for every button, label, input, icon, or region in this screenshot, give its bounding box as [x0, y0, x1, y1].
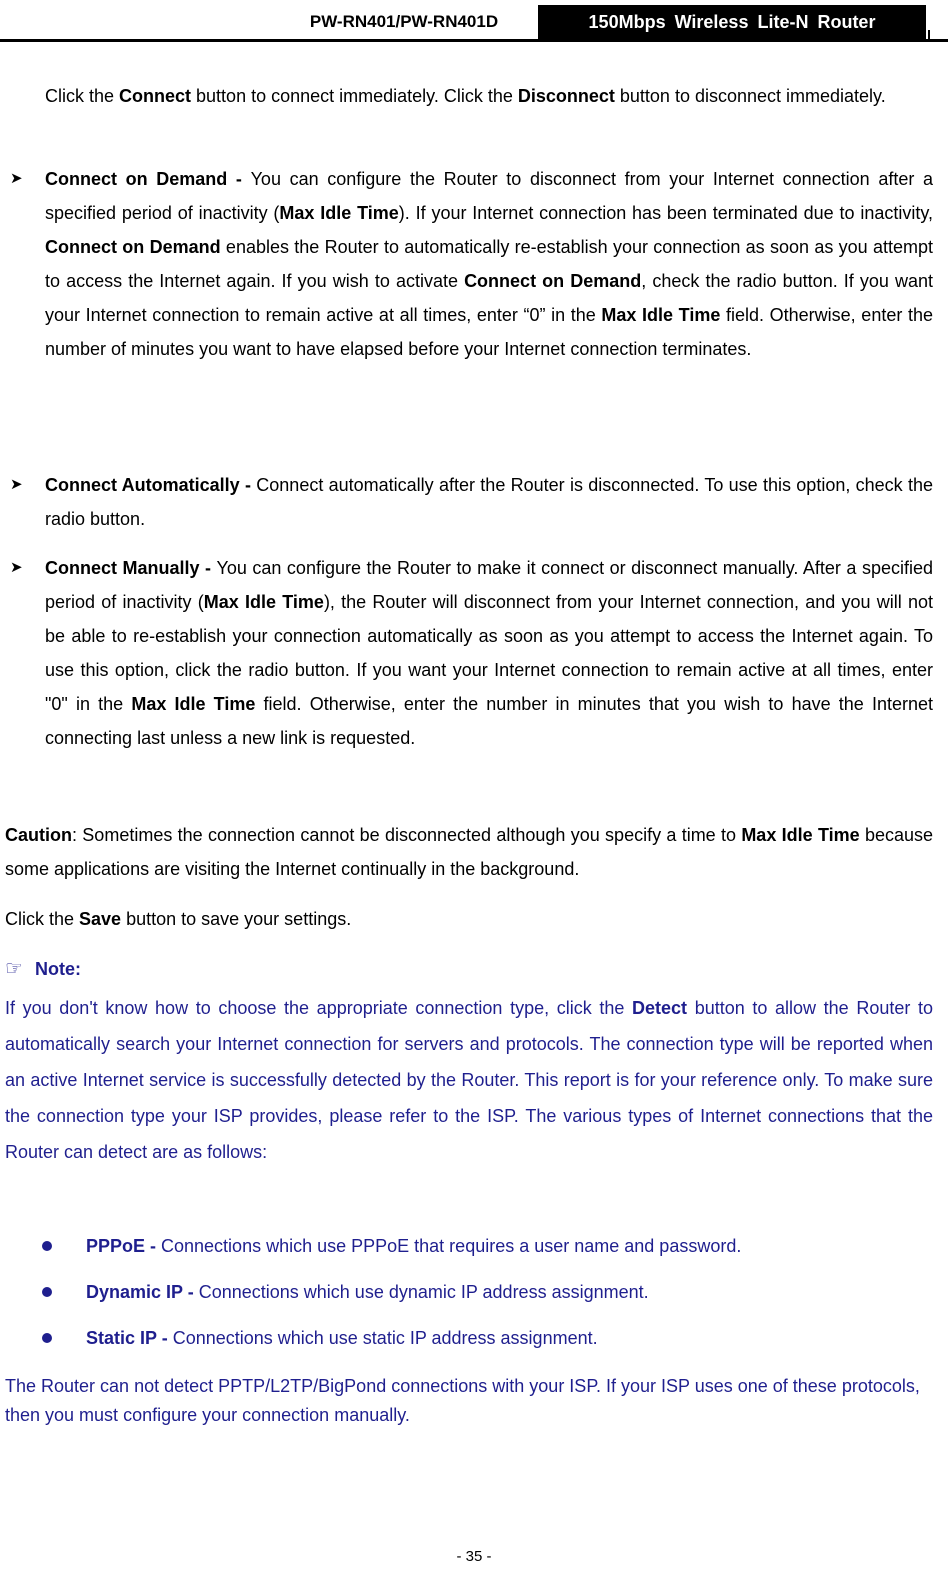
text: ). If your Internet connection has been terminated due to inactivity,	[398, 203, 934, 223]
text: Connections which use dynamic IP address assignment.	[198, 1282, 649, 1302]
bold-term: Detect	[632, 998, 688, 1018]
text: ), the Router will disconnect from your Internet connection, and you will not be able to re-establish your connection automatically as soon as you attempt to access the Internet again. To use this option, click the radio button. If you want your Internet connection to remain active at all times, enter "0" in the	[45, 592, 933, 714]
text: You can configure the Router to disconnect from your Internet connection after a specified period of inactivity (	[45, 169, 933, 223]
bold-term: Connect Manually -	[45, 558, 217, 578]
arrow-bullet-icon: ➤	[10, 476, 23, 493]
text: button to connect immediately. Click the	[191, 86, 518, 106]
text: If you don't know how to choose the appropriate connection type, click the	[5, 998, 633, 1018]
bold-term: PPPoE -	[86, 1236, 162, 1256]
bold-term: Connect on Demand -	[45, 169, 251, 189]
text: , check the radio button. If you want your Internet connection to remain active at all times, enter “0” in the	[45, 271, 933, 325]
bold-term: Static IP -	[86, 1328, 173, 1348]
header-rule	[0, 39, 948, 42]
page-header	[0, 0, 948, 44]
header-model: PW-RN401/PW-RN401D	[309, 12, 499, 31]
text: Connections which use static IP address assignment.	[172, 1328, 598, 1348]
text: enables the Router to automatically re-establish your connection as soon as you attempt to access the Internet again. If you wish to activate	[45, 237, 933, 291]
bold-term: Disconnect	[517, 86, 615, 106]
bold-term: Max Idle Time	[203, 592, 324, 612]
text: because some applications are visiting the Internet continually in the background.	[5, 825, 933, 879]
connect-on-demand-paragraph	[45, 162, 933, 366]
caution-paragraph	[5, 818, 933, 886]
hand-pointer-icon: ☞	[5, 958, 23, 980]
header-tick	[928, 30, 930, 40]
bold-term: Caution	[5, 825, 72, 845]
connect-automatically-paragraph	[45, 468, 933, 536]
text: button to disconnect immediately.	[614, 86, 886, 106]
text: You can configure the Router to make it connect or disconnect manually. After a specified period of inactivity (	[45, 558, 933, 612]
bold-term: Max Idle Time	[279, 203, 399, 223]
bold-term: Connect Automatically -	[45, 475, 257, 495]
connect-disconnect-paragraph	[45, 79, 933, 113]
page-number: - 35 -	[456, 1548, 492, 1565]
closing-paragraph: The Router can not detect PPTP/L2TP/BigPond connections with your ISP. If your ISP uses one of these protocols, then you must configure your connection manually.	[5, 1376, 920, 1425]
note-heading	[5, 954, 81, 984]
list-item	[86, 1277, 649, 1307]
bold-term: Save	[79, 909, 122, 929]
arrow-bullet-icon: ➤	[10, 559, 23, 576]
bold-term: Connect on Demand	[45, 237, 221, 257]
list-item	[86, 1323, 598, 1353]
bullet-dot-icon	[42, 1241, 52, 1251]
text: Click the	[5, 909, 80, 929]
text: Click the	[45, 86, 120, 106]
note-label: Note:	[35, 959, 81, 979]
text: button to allow the Router to automatically search your Internet connection for servers and protocols. The connection type will be reported when an active Internet service is successfully detected by the Router. This report is for your reference only. To make sure the connection type your ISP provides, please refer to the ISP. The various types of Internet connections that the Router can detect are as follows:	[5, 998, 933, 1162]
text: button to save your settings.	[121, 909, 352, 929]
header-product: 150Mbps Wireless Lite-N Router	[538, 5, 926, 39]
list-item	[86, 1231, 741, 1261]
bold-term: Max Idle Time	[131, 694, 256, 714]
bold-term: Dynamic IP -	[86, 1282, 199, 1302]
arrow-bullet-icon: ➤	[10, 170, 23, 187]
text: : Sometimes the connection cannot be disconnected although you specify a time to	[72, 825, 742, 845]
bullet-dot-icon	[42, 1287, 52, 1297]
bold-term: Max Idle Time	[601, 305, 721, 325]
bold-term: Max Idle Time	[741, 825, 860, 845]
bold-term: Connect on Demand	[464, 271, 642, 291]
note-paragraph	[5, 990, 933, 1170]
connect-manually-paragraph	[45, 551, 933, 755]
text: Connect automatically after the Router is disconnected. To use this option, check the radio button.	[45, 475, 933, 529]
text: field. Otherwise, enter the number of minutes you want to have elapsed before your Internet connection terminates.	[45, 305, 933, 359]
bullet-dot-icon	[42, 1333, 52, 1343]
text: Connections which use PPPoE that requires a user name and password.	[161, 1236, 742, 1256]
save-paragraph	[5, 902, 933, 936]
text: field. Otherwise, enter the number in minutes that you wish to have the Internet connecting last unless a new link is requested.	[45, 694, 934, 748]
bold-term: Connect	[119, 86, 192, 106]
